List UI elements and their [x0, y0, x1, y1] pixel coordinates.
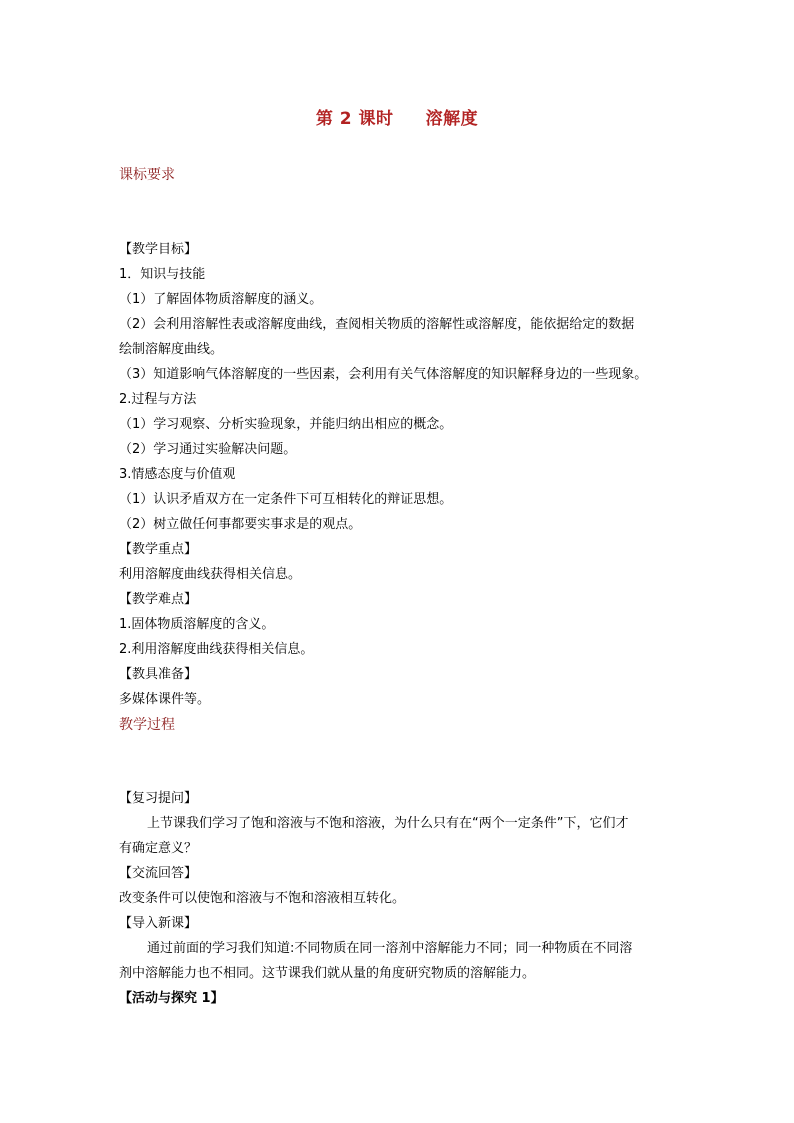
- section-heading-curriculum: 课标要求: [119, 167, 175, 183]
- heading-activity-inquiry: 【活动与探究 1】: [119, 991, 224, 1006]
- heading-review-question: 【复习提问】: [119, 791, 198, 806]
- goal-item: （2）会利用溶解性表或溶解度曲线，查阅相关物质的溶解性或溶解度，能依据给定的数据: [119, 317, 635, 332]
- difficulty-item: 2.利用溶解度曲线获得相关信息。: [119, 642, 314, 657]
- goal-item-continued: 绘制溶解度曲线。: [119, 342, 224, 357]
- goal-process-methods: 2.过程与方法: [119, 392, 197, 407]
- materials-text: 多媒体课件等。: [119, 692, 211, 707]
- heading-difficulties: 【教学难点】: [119, 592, 198, 607]
- discussion-answer-text: 改变条件可以使饱和溶液与不饱和溶液相互转化。: [119, 891, 406, 906]
- goal-item: （1）认识矛盾双方在一定条件下可互相转化的辩证思想。: [119, 492, 453, 507]
- goal-attitudes-values: 3.情感态度与价值观: [119, 467, 236, 482]
- section-heading-process: 教学过程: [119, 717, 175, 733]
- review-question-text: 上节课我们学习了饱和溶液与不饱和溶液，为什么只有在“两个一定条件”下，它们才: [147, 816, 629, 831]
- new-lesson-text: 通过前面的学习我们知道:不同物质在同一溶剂中溶解能力不同；同一种物质在不同溶: [147, 941, 633, 956]
- difficulty-item: 1.固体物质溶解度的含义。: [119, 617, 275, 632]
- key-point-text: 利用溶解度曲线获得相关信息。: [119, 567, 302, 582]
- heading-teaching-goals: 【教学目标】: [119, 242, 198, 257]
- new-lesson-text-continued: 剂中溶解能力也不相同。这节课我们就从量的角度研究物质的溶解能力。: [119, 966, 536, 981]
- heading-new-lesson: 【导入新课】: [119, 916, 198, 931]
- heading-key-points: 【教学重点】: [119, 542, 198, 557]
- heading-discussion-answer: 【交流回答】: [119, 866, 198, 881]
- goal-item: （3）知道影响气体溶解度的一些因素，会利用有关气体溶解度的知识解释身边的一些现象。: [119, 367, 648, 382]
- heading-materials: 【教具准备】: [119, 667, 198, 682]
- goal-knowledge-skills: 1．知识与技能: [119, 267, 206, 282]
- lesson-title: 第 2 课时 溶解度: [315, 109, 479, 129]
- review-question-text-continued: 有确定意义？: [119, 841, 198, 856]
- goal-item: （1）学习观察、分析实验现象，并能归纳出相应的概念。: [119, 417, 453, 432]
- goal-item: （2）学习通过实验解决问题。: [119, 442, 297, 457]
- goal-item: （1）了解固体物质溶解度的涵义。: [119, 292, 323, 307]
- goal-item: （2）树立做任何事都要实事求是的观点。: [119, 517, 362, 532]
